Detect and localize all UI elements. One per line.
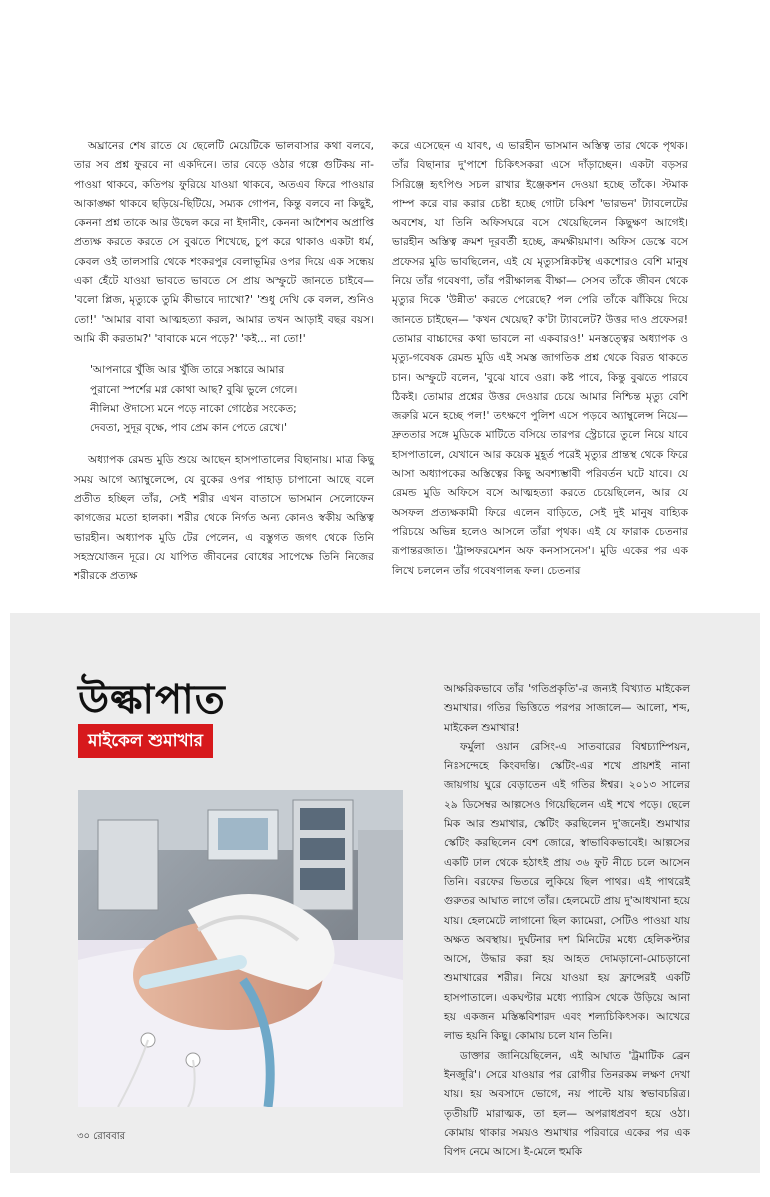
hospital-photo — [78, 790, 403, 1107]
article-paragraph: অঘ্রানের শেষ রাতে যে ছেলেটি মেয়েটিকে ভালবাসার কথা বলবে, তার সব প্রশ্ন ফুরবে না একদিনে। তার বেড়ে ওঠার গল্পে গুটিকয় না-পাওয়া থাকবে, কতিপয় ফুরিয়ে যাওয়া থাকবে, অতএব ফিরে পাওয়ার আকাঙ্ক্ষা থাকবে ছড়িয়ে-ছিটিয়ে, সম্যক গোপন, কিন্তু বলবে না কিছুই, কেননা প্রশ্ন তাকে আর উদ্বেল করে না ইদানীং, কেননা আশৈশব অপ্রাপ্তি প্রত্যক্ষ করতে করতে সে বুঝতে শিখেছে, চুপ করে থাকাও একটা ধর্ম, কেবল ওই তালসারি থেকে শংকরপুর বেলাভূমির ওপর দিয়ে এক সন্ধেয় একা হেঁটে যাওয়া ভাবতে ভাবতে সে প্রায় অস্ফুটে জানতে চাইবে— 'বলো প্লিজ, মৃত্যুকে তুমি কীভাবে দ্যাখো?' 'শুধু দেখি কে বলল, শুনিও তো!' 'আমার বাবা আত্মহত্যা করল, আমার তখন আড়াই বছর বয়স। আমি কী করতাম?' 'বাবাকে মনে পড়ে?' 'কই... না তো!' — [74, 140, 374, 345]
article-column-right — [392, 137, 688, 581]
sidebar-paragraph: ফর্মুলা ওয়ান রেসিং-এ সাতবারের বিশ্বচ্যাম্পিয়ন, নিঃসন্দেহে কিংবদন্তি। স্কেটিং-এর শখে প্রায়শই নানা জায়গায় ঘুরে বেড়াতেন এই গতির ঈশ্বর। ২০১৩ সালের ২৯ ডিসেম্বর আল্পসেও গিয়েছিলেন এই শখে পড়ে। ছেলে মিক আর শুমাখার, স্কেটিং করছিলেন দু'জনেই। শুমাখার স্কেটিং করছিলেন বেশ জোরে, স্বাভাবিকভাবেই। আল্পসের একটি ঢাল থেকে হঠাৎই প্রায় ৩৬ ফুট নীচে চলে আসেন তিনি। বরফের ভিতরে লুকিয়ে ছিল পাথর। এই পাথরেই গুরুতর আঘাত লাগে তাঁর। হেলমেটে প্রায় দু'আধখানা হয়ে যায়। হেলমেটে লাগানো ছিল ক্যামেরা, সেটিও পাওয়া যায় অক্ষত অবস্থায়। দুর্ঘটনার দশ মিনিটের মধ্যে হেলিকপ্টার আসে, উদ্ধার করা হয় আহত দোমড়ানো-মোচড়ানো শুমাখারের শরীর। নিয়ে যাওয়া হয় ফ্রান্সেরই একটি হাসপাতালে। একঘণ্টার মধ্যে প্যারিস থেকে উড়িয়ে আনা হয় একজন মস্তিষ্কবিশারদ এবং শল্যচিকিৎসক। আখেরে লাভ হয়নি কিছু। কোমায় চলে যান তিনি। — [444, 740, 690, 1043]
sidebar-text-column — [444, 680, 690, 1162]
sidebar-paragraph: আক্ষরিকভাবে তাঁর 'গতিপ্রকৃতি'-র জন্যই বিখ্যাত মাইকেল শুমাখার। গতির ভিত্তিতে পরপর সাজালে— আলো, শব্দ, মাইকেল শুমাখার! — [444, 683, 690, 734]
sidebar-subtitle-banner: মাইকেল শুমাখার — [78, 724, 213, 758]
poem-quote: 'আপনারে খুঁজি আর খুঁজি তারে সঙ্কারে আমার পুরানো স্পর্শের মগ্ন কোথা আছ? বুঝি ভুলে গেলে। নীলিমা ঔদাস্যে মনে পড়ে নাকো গোষ্ঠের সংকেত; দেবতা, সুদূর বৃক্ষে, পাব প্রেম কান পেতে রেখে।' — [90, 364, 298, 435]
article-paragraph: করে এসেছেন এ যাবৎ, এ ভারহীন ভাসমান অস্তিত্ব তার থেকে পৃথক। তাঁর বিছানার দু'পাশে চিকিৎসকরা এসে দাঁড়াচ্ছেন। একটা বড়সর সিরিঞ্জে হৃৎপিণ্ড সচল রাখার ইঞ্জেকশন দেওয়া হচ্ছে তাঁকে। স্টমাক পাম্প করে বার করার চেষ্টা হচ্ছে গোটা চব্বিশ 'ভারভন' ট্যাবলেটের অবশেষ, যা তিনি অফিসঘরে বসে খেয়েছিলেন কিছুক্ষণ আগেই। ভারহীন অস্তিত্ব ক্রমশ দূরবর্তী হচ্ছে, ক্রমক্ষীয়মাণ। অফিস ডেস্কে বসে প্রফেসর মুডি ভাবছিলেন, এই যে মৃত্যুসন্নিকটস্থ একশোরও বেশি মানুষ নিয়ে তাঁর গবেষণা, তাঁর পরীক্ষালব্ধ বীক্ষা— সেসব তাঁকে জীবন থেকে মৃত্যুর দিকে 'উন্নীত' করতে পেরেছে? পল পেরি তাঁকে ঝাঁকিয়ে দিয়ে জানতে চাইছেন— 'কখন খেয়েছ? ক'টা ট্যাবলেট? উত্তর দাও প্রফেসর! তোমার বাচ্চাদের কথা ভাবলে না একবারও!' মনস্তত্ত্বের অধ্যাপক ও মৃত্যু-গবেষক রেমন্ড মুডি এই সমস্ত জাগতিক প্রশ্ন থেকে বিরত থাকতে চান। অস্ফুটে বলেন, 'বুঝে যাবে ওরা। কষ্ট পাবে, কিন্তু বুঝতে পারবে ঠিকই। তোমার প্রশ্নের উত্তর দেওয়ার চেয়ে আমার নিশ্চিন্ত মৃত্যু বেশি জরুরি মনে হচ্ছে পল!' তৎক্ষণে পুলিশ এসে পড়বে অ্যাম্বুলেন্স নিয়ে— দ্রুততার সঙ্গে মুডিকে মাটিতে বসিয়ে তারপর স্ট্রেচারে তুলে নিয়ে যাবে হাসপাতালে, যেখানে আর কয়েক মুহূর্ত পরেই মৃত্যুর প্রান্তস্থ থেকে ফিরে আসা অধ্যাপকের অস্তিত্বের কিছু অবশ্যম্ভাবী পরিবর্তন ঘটে যাবে। যে রেমন্ড মুডি অফিসে বসে আত্মহত্যা করতে চেয়েছিলেন, আর যে অসফল প্রত্যক্ষকামী ফিরে এলেন বাড়িতে, সেই দুই মানুষ বাহ্যিক পরিচয়ে অভিন্ন হলেও আসলে তাঁরা পৃথক। এই যে ফারাক চেতনার রূপান্তরজাত। 'ট্রান্সফরমেশন অফ কনসাসনেস'। মুডি একের পর এক লিখে চললেন তাঁর গবেষণালব্ধ ফল। চেতনার — [392, 140, 688, 577]
sidebar-paragraph: ডাক্তার জানিয়েছিলেন, এই আঘাত 'ট্রমাটিক ব্রেন ইনজুরি'। সেরে যাওয়ার পর রোগীর তিনরকম লক্ষণ দেখা যায়। হয় অবসাদে ভোগে, নয় পাল্টে যায় স্বভাবচরিত্র। তৃতীয়টি মারাত্মক, তা হল— অপরাধপ্রবণ হয়ে ওঠা। কোমায় থাকার সময়ও শুমাখার পরিবারে একের পর এক বিপদ নেমে আসে। ই-মেলে হুমকি — [444, 1049, 690, 1159]
page-footer: ৩০ রোববার — [77, 1131, 126, 1142]
sidebar-title: উল্কাপাত — [78, 677, 226, 723]
article-paragraph: অধ্যাপক রেমন্ড মুডি শুয়ে আছেন হাসপাতালের বিছানায়। মাত্র কিছু সময় আগে অ্যাম্বুলেন্সে, যে বুকের ওপর পাহাড় চাপানো আছে বলে প্রতীত হচ্ছিল তাঁর, সেই শরীর এখন বাতাসে ভাসমান সেলোফেন কাগজের মতো হালকা। শরীর থেকে নির্গত অন্য কোনও স্বকীয় অস্তিত্ব ভারহীন। অধ্যাপক মুডি টের পেলেন, এ বস্তুগত জগৎ থেকে তিনি সহস্রযোজন দূরে। যে যাপিত জীবনের বোধের সাপেক্ষে তিনি নিজের শরীরকে প্রত্যক্ষ — [74, 454, 374, 583]
article-column-left — [74, 137, 374, 587]
